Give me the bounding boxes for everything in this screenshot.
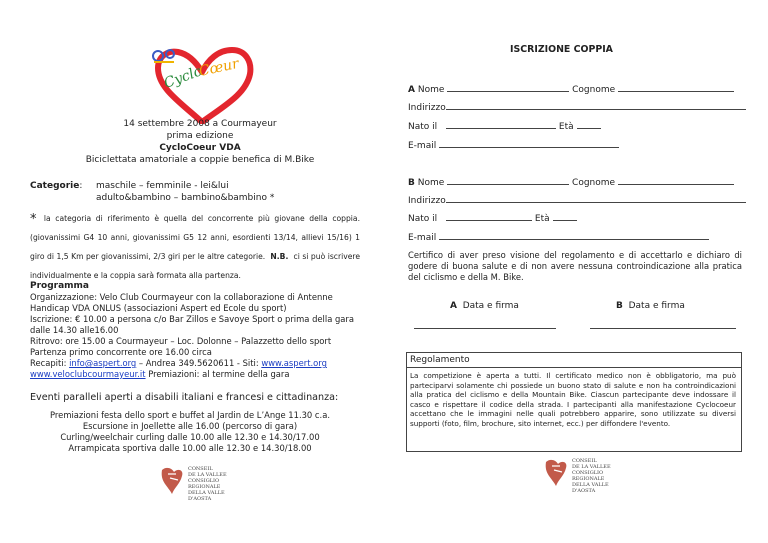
programma-body: [30, 292, 360, 380]
programma-sites: www.veloclubcourmayeur.it Premiazioni: al termine della gara: [30, 369, 290, 379]
event-edition: prima edizione: [166, 131, 234, 141]
b-letter: B: [408, 178, 415, 188]
regolamento-title: Regolamento: [410, 355, 470, 365]
cyclocoeur-logo: [140, 42, 260, 124]
region-emblem-icon: [158, 464, 186, 496]
b-nome-field[interactable]: [447, 175, 569, 185]
a-email-row: E-mail: [408, 138, 619, 152]
a-cognome-field[interactable]: [618, 82, 734, 92]
categories-note: * la categoria di riferimento è quella del concorrente più giovane della coppia. (giovanissimi G4 10 anni, giovanissimi G5 12 anni, esordienti 13/14, allievi 15/16) 1 giro di 1,5 Km per giovanissimi, 2/3 giri per le altre categorie. N.B. ci si può iscrivere individualmente e la coppia sarà formata alla partenza.: [30, 212, 360, 280]
event-name: CycloCoeur VDA: [159, 143, 241, 153]
a-nato-field[interactable]: [446, 119, 556, 129]
programma-iscrizione: Iscrizione: € 10.00 a persona c/o Bar Zillos e Savoye Sport o prima della gara dalle 14.30 alle16.00: [30, 314, 355, 335]
programma-ritrovo: Ritrovo: ore 15.00 a Courmayeur – Loc. Dolonne – Palazzetto dello sport: [30, 336, 332, 346]
eventi-item: Arrampicata sportiva dalle 10.00 alle 12.30 e 14.30/18.00: [68, 443, 312, 453]
a-letter: A: [408, 85, 415, 95]
form-title: ISCRIZIONE COPPIA: [510, 44, 613, 55]
region-emblem-text: CONSEIL DE LA VALLEE CONSIGLIO REGIONALE DELLA VALLE D'AOSTA: [188, 466, 227, 502]
programma-partenza: Partenza primo concorrente ore 16.00 circa: [30, 347, 212, 357]
categories-label: Categorie:: [30, 181, 83, 191]
a-signature-field[interactable]: [414, 328, 556, 329]
a-nome-row: A Nome Cognome: [408, 82, 734, 96]
asterisk-mark: *: [30, 212, 37, 227]
aspert-site-link[interactable]: www.aspert.org: [261, 358, 327, 368]
programma-organization: Organizzazione: Velo Club Courmayeur con la collaborazione di Antenne Handicap VDA ONLUS (associazioni Aspert ed Ecole du sport): [30, 292, 333, 313]
b-signature-field[interactable]: [590, 328, 736, 329]
b-nato-row: Nato il Età: [408, 211, 577, 225]
svg-text:Cyclo: Cyclo: [161, 63, 205, 92]
regolamento-divider: [407, 367, 741, 368]
b-indirizzo-field[interactable]: [446, 193, 746, 203]
regolamento-box: [406, 352, 742, 452]
a-nato-row: Nato il Età: [408, 119, 601, 133]
event-subtitle: Biciclettata amatoriale a coppie benefica di M.Bike: [85, 155, 315, 165]
certifico-text: Certifico di aver preso visione del regolamento e di accettarlo e dichiaro di godere di buona salute e di non avere nessuna controindicazione alla pratica del ciclismo e della M. Bike.: [408, 250, 742, 282]
a-indirizzo-field[interactable]: [446, 100, 746, 110]
a-nome-field[interactable]: [447, 82, 569, 92]
categories-line1: maschile – femminile - lei&lui: [96, 181, 229, 191]
eventi-item: Escursione in Joellette alle 16.00 (percorso di gara): [82, 421, 298, 431]
region-emblem-text: CONSEIL DE LA VALLEE CONSIGLIO REGIONALE DELLA VALLE D'AOSTA: [572, 458, 611, 494]
b-cognome-field[interactable]: [618, 175, 734, 185]
b-indirizzo-row: Indirizzo: [408, 193, 746, 207]
a-eta-field[interactable]: [577, 119, 601, 129]
veloclub-site-link[interactable]: www.veloclubcourmayeur.it: [30, 369, 146, 379]
svg-text:Cœur: Cœur: [197, 55, 241, 80]
categories-line2: adulto&bambino – bambino&bambino *: [96, 193, 275, 203]
programma-recapiti: Recapiti: info@aspert.org – Andrea 349.5620611 - Siti: www.aspert.org: [30, 358, 327, 368]
b-eta-field[interactable]: [553, 211, 577, 221]
b-nato-field[interactable]: [446, 211, 532, 221]
eventi-list: [30, 410, 350, 454]
eventi-item: Premiazioni festa dello sport e buffet al Jardin de L’Ange 11.30 c.a.: [50, 410, 330, 420]
b-email-row: E-mail: [408, 230, 709, 244]
event-date: 14 settembre 2008 a Courmayeur: [123, 119, 277, 129]
b-email-field[interactable]: [439, 230, 709, 240]
programma-title: Programma: [30, 281, 90, 291]
email-link[interactable]: info@aspert.org: [69, 358, 137, 368]
a-indirizzo-row: Indirizzo: [408, 100, 746, 114]
b-signature-label: B Data e firma: [616, 301, 685, 311]
regolamento-text: La competizione è aperta a tutti. Il certificato medico non è obbligatorio, ma può parteciparvi solamente chi possiede un buono stato di salute e non ha controindicazioni alla pratica del ciclismo e della Mountain Bike. Ciascun partecipante deve indossare il casco e rispettare il codice della strada. I partecipanti alla manifestazione Cyclocoeur accettano che le immagini nelle quali potrebbero apparire, sono utilizzate su diversi supporti (foto, film, brochure, sito internet, ecc.) per diffondere l'evento.: [410, 371, 736, 428]
a-email-field[interactable]: [439, 138, 619, 148]
region-emblem-icon: [542, 456, 570, 488]
eventi-item: Curling/weelchair curling dalle 10.00 alle 12.30 e 14.30/17.00: [60, 432, 320, 442]
eventi-title: Eventi paralleli aperti a disabili italiani e francesi e cittadinanza:: [30, 392, 339, 403]
b-nome-row: B Nome Cognome: [408, 175, 734, 189]
a-signature-label: A Data e firma: [450, 301, 519, 311]
